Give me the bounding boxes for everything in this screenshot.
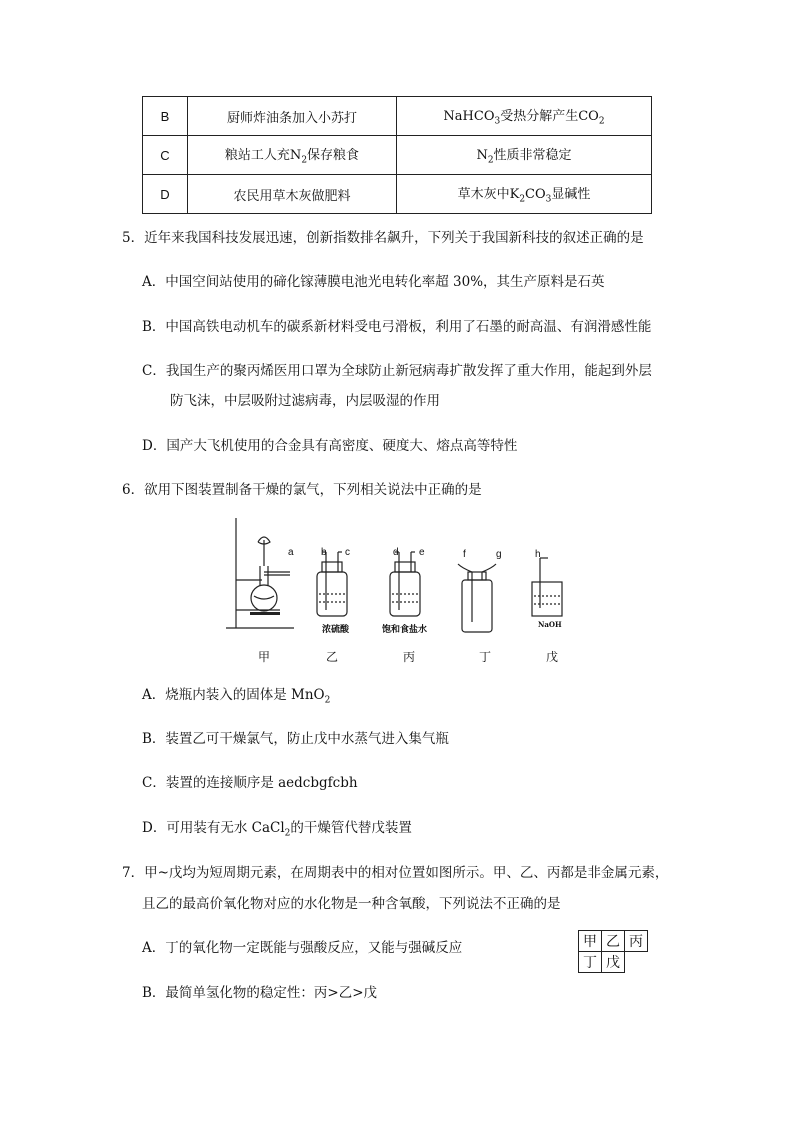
table-row: [143, 175, 652, 214]
q5-option-c-line1: C．我国生产的聚丙烯医用口罩为全球防止新冠病毒扩散发挥了重大作用，能起到外层: [142, 363, 652, 379]
liquid-label-bing: 饱和食盐水: [382, 625, 428, 635]
periodic-position-grid: [578, 930, 648, 973]
row-action: 农民用草木灰做肥料: [188, 175, 397, 214]
q7-option-a: A．丁的氧化物一定既能与强酸反应，又能与强碱反应: [142, 940, 463, 956]
q5-stem: 5．近年来我国科技发展迅速，创新指数排名飙升，下列关于我国新科技的叙述正确的是: [122, 230, 644, 246]
apparatus-caption: 戊: [546, 650, 559, 664]
apparatus-caption: 丙: [403, 650, 416, 664]
row-label: C: [143, 136, 188, 175]
port-label: h: [535, 549, 541, 560]
q6-option-c: C．装置的连接顺序是 aedcbgfcbh: [142, 775, 358, 791]
apparatus-caption: 甲: [258, 650, 271, 664]
row-action: 粮站工人充$N_2$保存粮食: [188, 136, 397, 175]
liquid-label-yi: 浓硫酸: [322, 625, 350, 635]
q6-option-a: A．烧瓶内装入的固体是 MnO$_2$: [142, 687, 331, 706]
port-label: c: [345, 547, 350, 558]
q5-option-a: A．中国空间站使用的碲化镓薄膜电池光电转化率超 30%，其生产原料是石英: [142, 274, 605, 290]
row-reason: NaHCO$_3$受热分解产生$CO_2$: [397, 97, 652, 136]
port-label: g: [496, 549, 502, 560]
options-table: [142, 96, 652, 214]
q7-option-b: B．最简单氢化物的稳定性：丙>乙>戊: [142, 985, 378, 1001]
row-reason: 草木灰中$K_2CO_3$显碱性: [397, 175, 652, 214]
row-action: 厨师炸油条加入小苏打: [188, 97, 397, 136]
apparatus-caption: 乙: [326, 650, 339, 664]
row-reason: $N_2$性质非常稳定: [397, 136, 652, 175]
q5-option-c-line2: 防飞沫，中层吸附过滤病毒，内层吸湿的作用: [170, 393, 440, 409]
table-row: [143, 136, 652, 175]
row-label: D: [143, 175, 188, 214]
q5-option-b: B．中国高铁电动机车的碳系新材料受电弓滑板，利用了石墨的耐高温、有润滑感性能: [142, 319, 652, 335]
q6-stem: 6．欲用下图装置制备干燥的氯气，下列相关说法中正确的是: [122, 482, 482, 498]
table-row: [143, 97, 652, 136]
q6-option-d: D．可用装有无水 CaCl$_2$的干燥管代替戊装置: [142, 820, 412, 839]
q7-stem-line1: 7．甲~戊均为短周期元素，在周期表中的相对位置如图所示。甲、乙、丙都是非金属元素，: [122, 865, 669, 881]
port-label: f: [463, 549, 466, 560]
port-label: a: [288, 547, 294, 558]
row-label: B: [143, 97, 188, 136]
grid-cell: 丙: [625, 931, 648, 952]
q7-stem-line2: 且乙的最高价氧化物对应的水化物是一种含氧酸，下列说法不正确的是: [142, 896, 561, 912]
q6-option-b: B．装置乙可干燥氯气，防止戊中水蒸气进入集气瓶: [142, 731, 449, 747]
apparatus-caption: 丁: [479, 650, 492, 664]
port-label: d: [393, 547, 399, 558]
liquid-label-wu: NaOH: [538, 620, 562, 629]
q5-option-d: D．国产大飞机使用的合金具有高密度、硬度大、熔点高等特性: [142, 438, 518, 454]
grid-cell: 戊: [602, 952, 625, 973]
grid-cell-empty: [625, 952, 648, 973]
grid-cell: 丁: [579, 952, 602, 973]
grid-cell: 乙: [602, 931, 625, 952]
port-label: e: [419, 547, 425, 558]
port-label: b: [321, 547, 327, 558]
grid-cell: 甲: [579, 931, 602, 952]
